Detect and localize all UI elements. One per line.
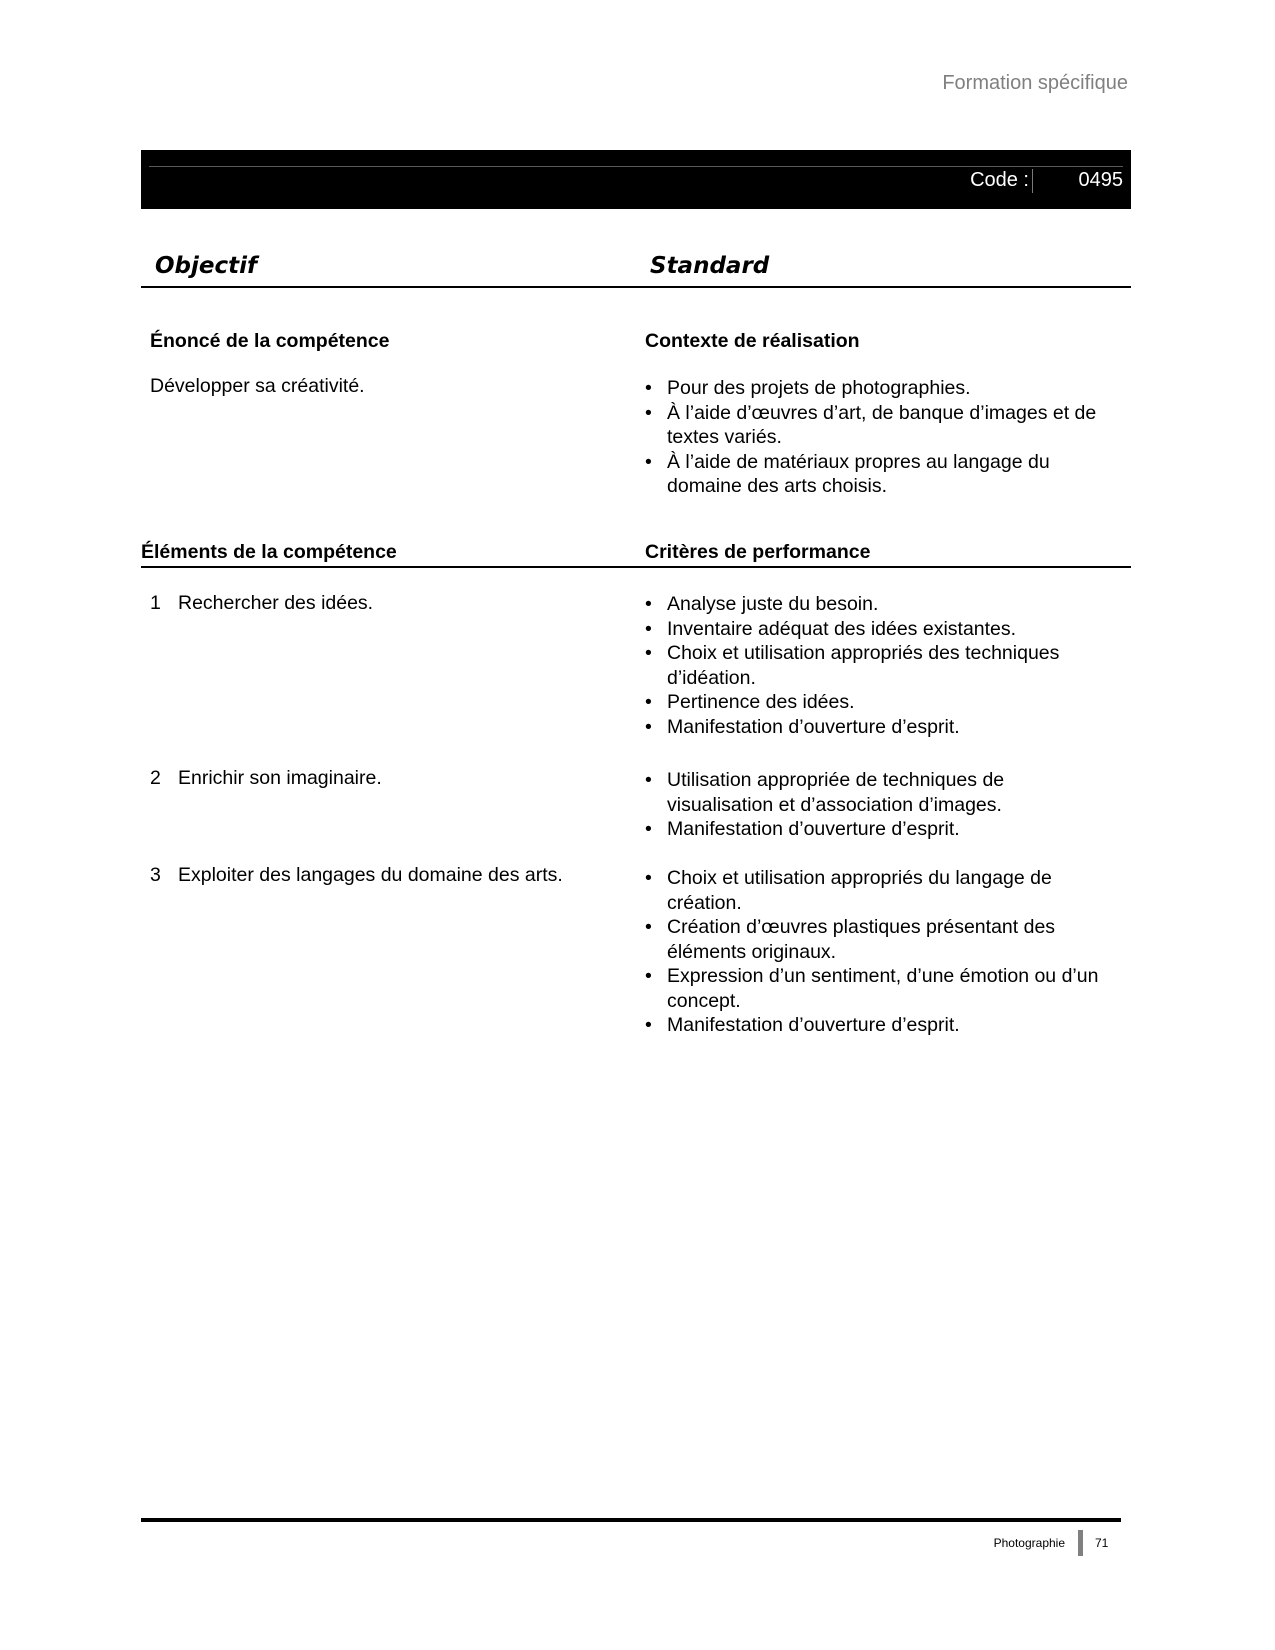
list-item: • Création d’œuvres plastiques présentant des éléments originaux. xyxy=(645,915,1115,964)
criteria-list-1 xyxy=(645,592,1115,739)
running-header: Formation spécifique xyxy=(942,72,1128,94)
element-number: 2 xyxy=(150,767,161,789)
code-value: 0495 xyxy=(1078,169,1123,191)
column-heading-standard: Standard xyxy=(650,253,770,279)
code-separator xyxy=(1032,169,1033,193)
list-item: • Analyse juste du besoin. xyxy=(645,592,1115,617)
list-item: • Manifestation d’ouverture d’esprit. xyxy=(645,817,1115,842)
section-rule xyxy=(141,566,1131,568)
elements-label: Éléments de la compétence xyxy=(141,541,397,563)
element-number: 3 xyxy=(150,864,161,886)
list-item: • Pour des projets de photographies. xyxy=(645,376,1115,401)
heading-rule xyxy=(141,286,1131,288)
code-bar xyxy=(141,150,1131,209)
element-text: Exploiter des langages du domaine des arts. xyxy=(178,864,563,886)
footer-separator xyxy=(1078,1530,1083,1556)
column-heading-objectif: Objectif xyxy=(155,253,258,279)
enonce-label: Énoncé de la compétence xyxy=(150,330,390,352)
list-item: • Expression d’un sentiment, d’une émotion ou d’un concept. xyxy=(645,964,1115,1013)
list-item: • Pertinence des idées. xyxy=(645,690,1115,715)
element-1 xyxy=(150,592,373,615)
list-item: • Utilisation appropriée de techniques de visualisation et d’association d’images. xyxy=(645,768,1115,817)
list-item: • À l’aide de matériaux propres au langage du domaine des arts choisis. xyxy=(645,450,1115,499)
list-item: • Inventaire adéquat des idées existantes. xyxy=(645,617,1115,642)
criteres-label: Critères de performance xyxy=(645,541,871,563)
contexte-label: Contexte de réalisation xyxy=(645,330,860,352)
code-bar-divider xyxy=(149,166,1123,167)
list-item: • Manifestation d’ouverture d’esprit. xyxy=(645,1013,1115,1038)
element-2 xyxy=(150,767,382,790)
element-3 xyxy=(150,864,563,887)
code-label: Code : xyxy=(970,169,1029,191)
footer-rule xyxy=(141,1518,1121,1522)
contexte-list xyxy=(645,376,1115,499)
enonce-text: Développer sa créativité. xyxy=(150,375,365,397)
list-item: • Manifestation d’ouverture d’esprit. xyxy=(645,715,1115,740)
element-number: 1 xyxy=(150,592,161,614)
footer-title: Photographie xyxy=(993,1536,1065,1550)
element-text: Rechercher des idées. xyxy=(178,592,374,614)
element-text: Enrichir son imaginaire. xyxy=(178,767,382,789)
page-number: 71 xyxy=(1095,1536,1109,1550)
list-item: • Choix et utilisation appropriés du langage de création. xyxy=(645,866,1115,915)
list-item: • Choix et utilisation appropriés des techniques d’idéation. xyxy=(645,641,1115,690)
list-item: • À l’aide d’œuvres d’art, de banque d’images et de textes variés. xyxy=(645,401,1115,450)
criteria-list-2 xyxy=(645,768,1115,842)
criteria-list-3 xyxy=(645,866,1115,1038)
